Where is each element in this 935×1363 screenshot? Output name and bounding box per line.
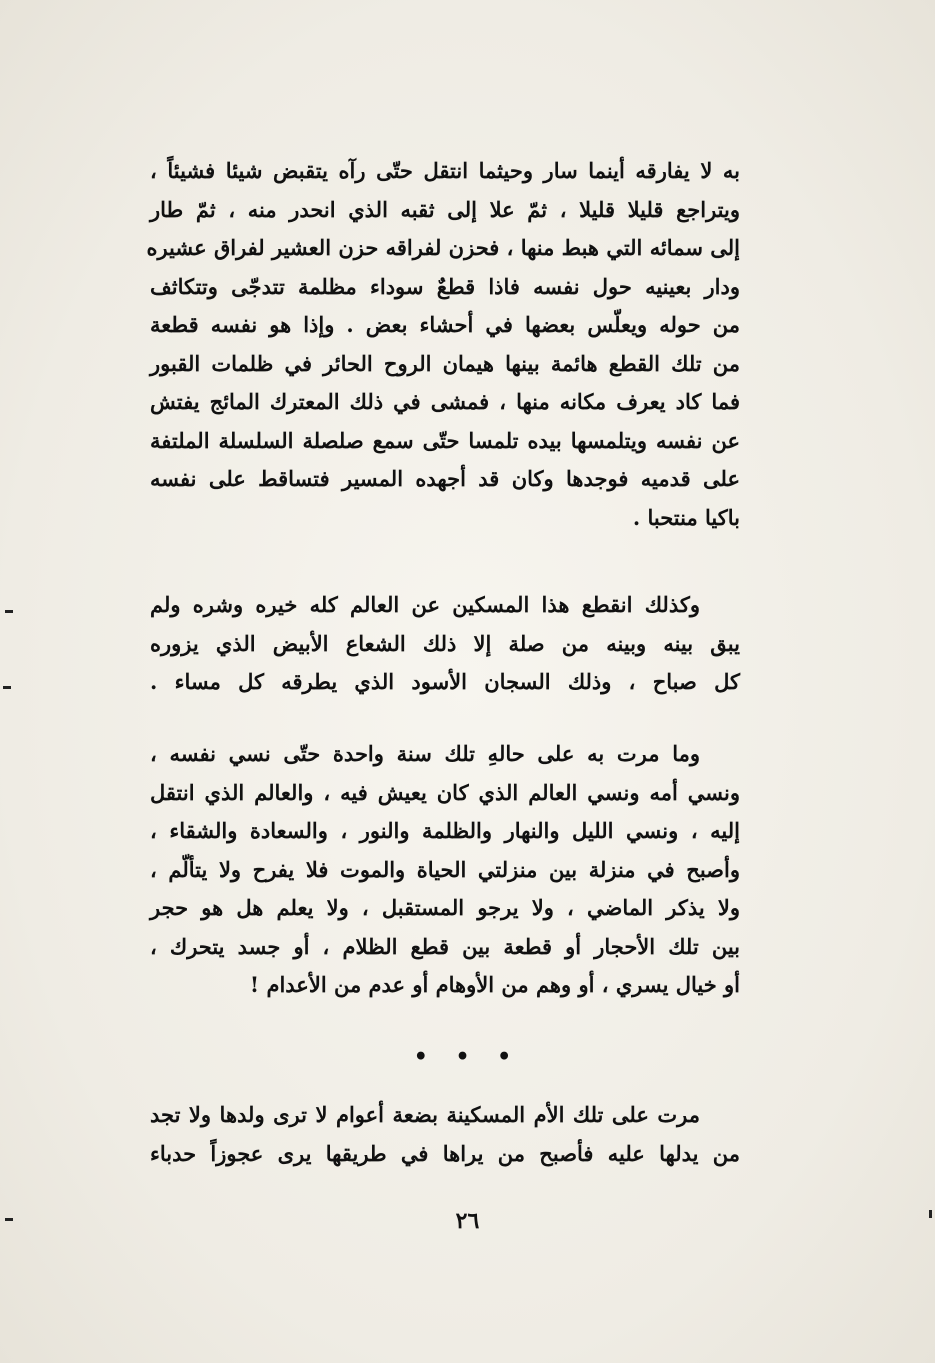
text-line: من يدلها عليه فأصبح من يراها في طريقها يرى عجوزاً حدباء bbox=[150, 1140, 740, 1166]
text-line: ودار بعينيه حول نفسه فاذا قطعٌ سوداء مظلمة تتدجّى وتتكاثف bbox=[150, 273, 740, 299]
paragraph-2 bbox=[150, 586, 740, 702]
text-line: عن نفسه ويتلمسها بيده تلمسا حتّى سمع صلصلة السلسلة الملتفة bbox=[150, 427, 740, 453]
paragraph-1 bbox=[146, 152, 740, 537]
text-line: مرت على تلك الأم المسكينة بضعة أعوام لا ترى ولدها ولا تجد bbox=[150, 1102, 700, 1127]
margin-mark bbox=[5, 1218, 13, 1221]
text-line: من حوله ويعلّس بعضها في أحشاء بعض . وإذا هو نفسه قطعة bbox=[150, 312, 740, 337]
text-line: ونسي أمه ونسي العالم الذي كان يعيش فيه ، والعالم الذي انتقل bbox=[150, 779, 740, 805]
text-line: فما كاد يعرف مكانه منها ، فمشى في ذلك المعترك المائج يفتش bbox=[150, 389, 740, 414]
text-line: يبق بينه وبينه من صلة إلا ذلك الشعاع الأبيض الذي يزوره bbox=[150, 630, 740, 656]
text-line: بين تلك الأحجار أو قطعة بين قطع الظلام ، أو جسد يتحرك ، bbox=[150, 933, 740, 959]
page-number: ٢٦ bbox=[455, 1208, 480, 1234]
text-line: أو خيال يسري ، أو وهم من الأوهام أو عدم من الأعدام ! bbox=[249, 972, 740, 997]
paragraph-3 bbox=[150, 735, 740, 1005]
margin-mark bbox=[5, 610, 13, 613]
text-line: ولا يذكر الماضي ، ولا يرجو المستقبل ، ولا يعلم هل هو حجر bbox=[150, 895, 740, 920]
margin-mark bbox=[3, 686, 11, 689]
text-line: على قدميه فوجدها وكان قد أجهده المسير فتساقط على نفسه bbox=[150, 466, 740, 491]
paragraph-4 bbox=[150, 1096, 740, 1173]
text-line: إلى سمائه التي هبط منها ، فحزن لفراقه حزن العشير لفراق عشيره bbox=[146, 235, 740, 260]
text-line: إليه ، ونسي الليل والنهار والظلمة والنور ، والسعادة والشقاء ، bbox=[150, 818, 740, 843]
text-line: ويتراجع قليلا قليلا ، ثمّ علا إلى ثقبه الذي انحدر منه ، ثمّ طار bbox=[150, 196, 740, 222]
text-line: كل صباح ، وذلك السجان الأسود الذي يطرقه كل مساء . bbox=[150, 669, 740, 694]
section-separator: • • • bbox=[413, 1044, 522, 1070]
text-line: باكيا منتحبا . bbox=[632, 504, 740, 530]
text-line: وما مرت به على حالهِ تلك سنة واحدة حتّى نسي نفسه ، bbox=[150, 741, 700, 766]
text-line: وكذلك انقطع هذا المسكين عن العالم كله خيره وشره ولم bbox=[150, 592, 700, 617]
text-line: من تلك القطع هائمة بينها هيمان الروح الحائر في ظلمات القبور bbox=[150, 350, 740, 376]
margin-mark bbox=[929, 1210, 932, 1218]
text-line: به لا يفارقه أينما سار وحيثما انتقل حتّى رآه يتقبض شيئا فشيئاً ، bbox=[150, 158, 740, 183]
text-line: وأصبح في منزلة بين منزلتي الحياة والموت فلا يفرح ولا يتألّم ، bbox=[150, 856, 740, 882]
